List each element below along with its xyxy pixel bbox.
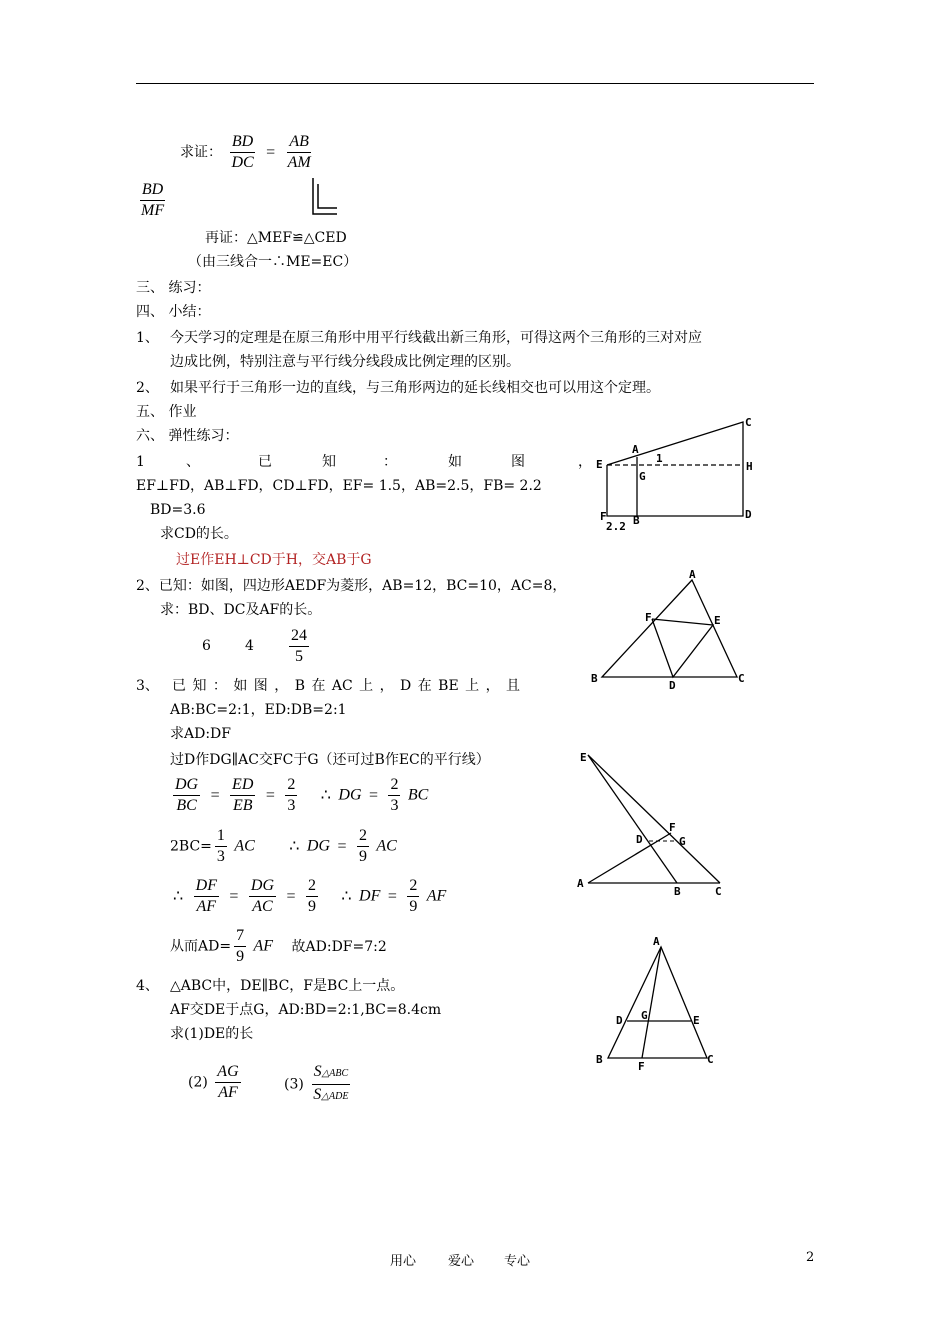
exercise-3-eq2: 2BC= $\frac{1}{3}$ AC ∴ DG = $\frac{2}{9}$ AC bbox=[170, 827, 397, 865]
fig1-label-f: F bbox=[600, 510, 607, 523]
fig2-label-c: C bbox=[738, 672, 745, 685]
figure-3 bbox=[575, 745, 735, 900]
exercise-1-hint: 过E作EH⊥CD于H，交AB于G bbox=[176, 552, 372, 568]
exercise-1-bd: BD=3.6 bbox=[150, 502, 206, 518]
footer-mid: 爱心 bbox=[448, 1254, 475, 1269]
exercise-3-eq1: $\frac{DG}{BC}$ = $\frac{ED}{EB}$ = $\frac{2}{3}$ ∴ DG = $\frac{2}{3}$ BC bbox=[175, 776, 429, 814]
fig4-label-f: F bbox=[638, 1060, 645, 1072]
fig3-label-d: D bbox=[636, 833, 643, 846]
fig4-label-b: B bbox=[596, 1053, 603, 1066]
fig2-label-b: B bbox=[591, 672, 598, 685]
section-elastic: 六、 弹性练习： bbox=[136, 428, 239, 444]
figure-1 bbox=[590, 410, 760, 535]
summary-1-line-b: 边成比例，特别注意与平行线分线段成比例定理的区别。 bbox=[170, 354, 520, 370]
fig2-label-f: F bbox=[645, 611, 652, 624]
fig4-label-e: E bbox=[693, 1014, 700, 1027]
section-practice: 三、 练习： bbox=[136, 280, 211, 296]
fig4-label-a: A bbox=[653, 935, 660, 948]
fig1-label-b: B bbox=[633, 514, 640, 527]
fig2-label-e: E bbox=[714, 614, 721, 627]
exercise-3-ask: 求AD:DF bbox=[170, 726, 231, 742]
fig3-label-e: E bbox=[580, 751, 587, 764]
figure-4 bbox=[590, 932, 720, 1072]
exercise-4-ask-2: (2) $\frac{AG}{AF}$ bbox=[188, 1063, 239, 1101]
exercise-2-ans-bd: 6 bbox=[202, 638, 211, 654]
exercise-4-ask-1: 求(1)DE的长 bbox=[170, 1026, 254, 1042]
exercise-3-hint: 过D作DG∥AC交FC于G（还可过B作EC的平行线） bbox=[170, 752, 490, 768]
fig1-label-d: D bbox=[745, 508, 752, 521]
summary-1-num: 1、 bbox=[136, 330, 159, 346]
fig3-label-a: A bbox=[577, 877, 584, 890]
exercise-2-ans-dc: 4 bbox=[245, 638, 254, 654]
exercise-4-num: 4、 bbox=[136, 978, 159, 994]
fig2-label-d: D bbox=[669, 679, 676, 690]
exercise-4-given: △ABC中，DE∥BC，F是BC上一点。 bbox=[170, 978, 405, 994]
fig1-label-fb: 2.2 bbox=[606, 520, 626, 533]
summary-2-num: 2、 bbox=[136, 380, 159, 396]
fig3-label-b: B bbox=[674, 885, 681, 898]
exercise-2-given: 2、已知：如图，四边形AEDF为菱形，AB=12，BC=10，AC=8， bbox=[136, 578, 567, 594]
fig2-label-a: A bbox=[689, 568, 696, 581]
exercise-1-given: EF⊥FD，AB⊥FD，CD⊥FD，EF= 1.5，AB=2.5，FB= 2.2 bbox=[136, 478, 542, 494]
figure-2 bbox=[585, 565, 755, 690]
header-rule bbox=[136, 83, 814, 84]
summary-1-line-a: 今天学习的定理是在原三角形中用平行线截出新三角形，可得这两个三角形的三对对应 bbox=[170, 330, 702, 346]
summary-2-text: 如果平行于三角形一边的直线，与三角形两边的延长线相交也可以用这个定理。 bbox=[170, 380, 660, 396]
fig3-label-g: G bbox=[679, 835, 686, 848]
prove-statement: 求证： $\frac{BD}{DC}$ = $\frac{AB}{AM}$ bbox=[180, 133, 311, 171]
exercise-3-eq3: ∴ $\frac{DF}{AF}$ = $\frac{DG}{AC}$ = $\frac{2}{9}$ ∴ DF = $\frac{2}{9}$ AF bbox=[173, 877, 447, 915]
page-number: 2 bbox=[806, 1250, 815, 1265]
fig4-label-c: C bbox=[707, 1053, 714, 1066]
exercise-1-ask: 求CD的长。 bbox=[160, 526, 238, 542]
exercise-3-conclusion: 从而AD= $\frac{7}{9}$ AF 故AD:DF=7:2 bbox=[170, 927, 387, 965]
fig1-label-h: H bbox=[746, 460, 753, 473]
fig1-label-e: E bbox=[596, 458, 603, 471]
fraction-bd-mf: $\frac{BD}{MF}$ bbox=[141, 181, 165, 219]
fig1-label-g: G bbox=[639, 470, 646, 483]
exercise-2-ask: 求：BD、DC及AF的长。 bbox=[160, 602, 322, 618]
exercise-3-ratios: AB:BC=2:1，ED:DB=2:1 bbox=[170, 702, 347, 718]
fig1-label-a: A bbox=[632, 443, 639, 456]
exercise-3-given: 已 知 ： 如 图 ， B 在 AC 上 ， D 在 BE 上 ， 且 bbox=[172, 678, 521, 694]
fig3-label-f: F bbox=[669, 821, 676, 834]
exercise-4-given-2: AF交DE于点G，AD:BD=2:1,BC=8.4cm bbox=[170, 1002, 442, 1018]
footer-right: 专心 bbox=[504, 1254, 531, 1269]
section-homework: 五、 作业 bbox=[136, 404, 197, 420]
exercise-3-num: 3、 bbox=[136, 678, 159, 694]
fig4-label-d: D bbox=[616, 1014, 623, 1027]
fig1-label-c-top: C bbox=[745, 416, 752, 429]
exercise-2-ans-af: $\frac{24}{5}$ bbox=[291, 627, 307, 665]
proof-line-paren: （由三线合一∴ME=EC） bbox=[188, 254, 358, 270]
section-summary: 四、 小结： bbox=[136, 304, 211, 320]
bracket-mark bbox=[310, 178, 340, 218]
fig4-label-g: G bbox=[641, 1009, 648, 1022]
footer-left: 用心 bbox=[390, 1254, 417, 1269]
exercise-4-ask-3: (3) $\frac{\text{S△ABC}}{\text{S△ADE}}$ bbox=[284, 1063, 349, 1103]
fig3-label-c: C bbox=[715, 885, 722, 898]
proof-line-congruent: 再证：△MEF≌△CED bbox=[205, 230, 347, 246]
fig1-label-one: 1 bbox=[656, 452, 663, 465]
